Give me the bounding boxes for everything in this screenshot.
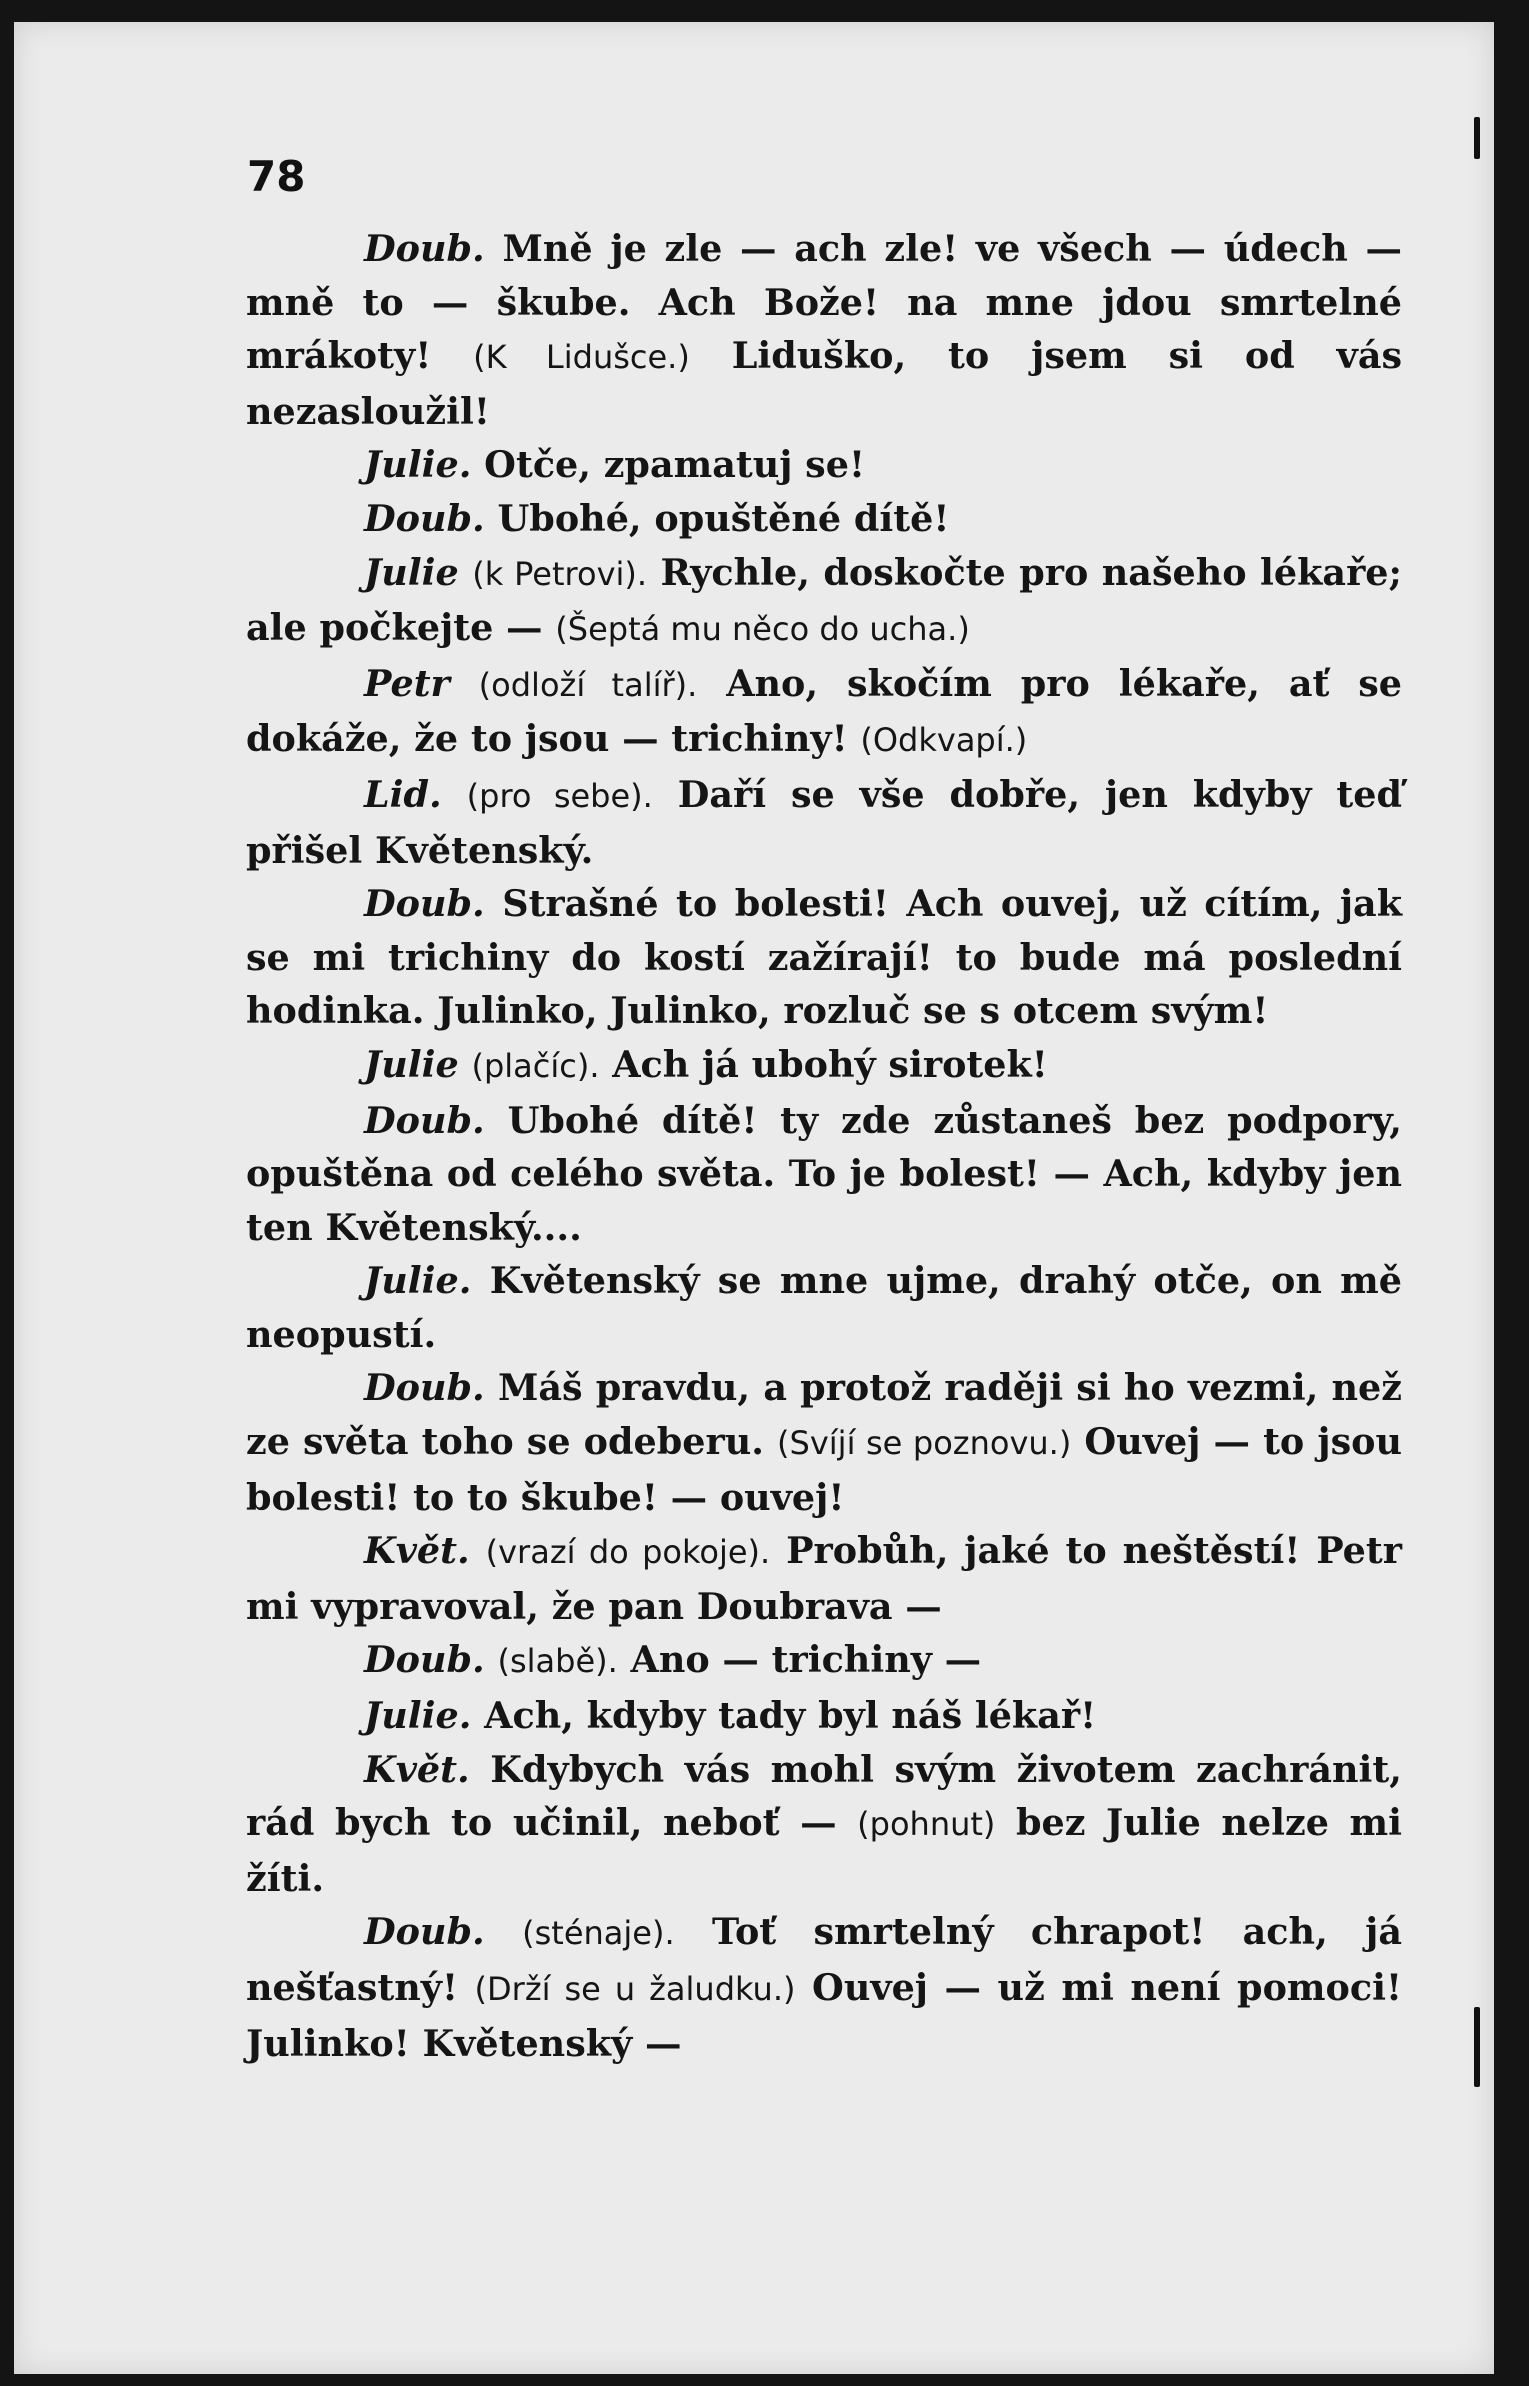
speech-text: Rychle, doskočte pro našeho lékaře; ale počkejte — [246, 550, 1403, 650]
speech-text: Ach já ubohý sirotek! [599, 1042, 1048, 1086]
speech-text [450, 662, 479, 705]
book-page [14, 22, 1494, 2374]
stage-direction: (Svíjí se poznovu.) [777, 1424, 1072, 1463]
speech-text: Ouvej — to jsou bolesti! to to škube! — ouvej! [246, 1420, 1402, 1519]
speech-text: bez Julie nelze mi žíti. [246, 1801, 1403, 1900]
stage-direction: (plačíc). [471, 1046, 600, 1085]
speech-text: Ano — trichiny — [617, 1638, 982, 1682]
dialogue-paragraph [246, 657, 1402, 768]
speaker-name: Doub. [364, 1366, 485, 1410]
speech-text: Otče, zpamatuj se! [471, 443, 865, 487]
stage-direction: (pro sebe). [466, 776, 653, 815]
speech-text: Květenský se mne ujme, drahý otče, on mě neopustí. [246, 1259, 1402, 1356]
dialogue-paragraph [246, 1361, 1402, 1524]
dialogue-paragraph [246, 1094, 1402, 1255]
stage-direction: (vrazí do pokoje). [485, 1533, 771, 1572]
speech-text: Ubohé, opuštěné dítě! [484, 496, 950, 540]
speaker-name: Doub. [364, 1910, 485, 1954]
speaker-name: Julie [364, 1042, 459, 1086]
page-number: 78 [247, 152, 306, 201]
speaker-name: Květ. [364, 1529, 470, 1573]
edge-mark [1474, 117, 1480, 159]
speaker-name: Doub. [364, 496, 485, 540]
speaker-name: Doub. [364, 1638, 485, 1682]
speaker-name: Julie [364, 550, 459, 594]
dialogue-paragraph [246, 1254, 1402, 1361]
dialogue-paragraph [246, 492, 1402, 546]
speech-text: Ano, skočím pro lékaře, ať se dokáže, že to jsou — trichiny! [246, 661, 1402, 761]
speaker-name: Julie. [364, 1694, 472, 1738]
speaker-name: Julie. [364, 1259, 472, 1303]
dialogue-paragraph [246, 1524, 1402, 1633]
stage-direction: (K Lidušce.) [473, 338, 690, 377]
dialogue-paragraph [246, 438, 1402, 492]
stage-direction: (k Petrovi). [472, 554, 648, 593]
stage-direction: (Šeptá mu něco do ucha.) [555, 610, 970, 649]
speaker-name: Doub. [364, 1098, 485, 1142]
speech-text: Ouvej — už mi není pomoci! Julinko! Květenský — [246, 1966, 1403, 2065]
stage-direction: (sténaje). [522, 1914, 675, 1953]
speaker-name: Julie. [364, 443, 472, 487]
speech-text: Toť smrtelný chrapot! ach, já nešťastný! [246, 1910, 1402, 2009]
speech-text [470, 1529, 486, 1572]
speech-text [459, 551, 472, 594]
speech-text: Daří se vše dobře, jen kdyby teď přišel Květenský. [246, 772, 1403, 872]
dialogue-paragraph [246, 1743, 1402, 1906]
speech-text: Máš pravdu, a protož raději si ho vezmi, než ze světa toho se odeberu. [246, 1366, 1402, 1464]
speaker-name: Doub. [364, 227, 485, 270]
dialogue-paragraph [246, 1633, 1402, 1689]
speech-text: Ubohé dítě! ty zde zůstaneš bez podpory, opuštěna od celého světa. To je bolest! — Ach, kdyby jen ten Květenský.... [246, 1098, 1402, 1249]
speech-text: Ach, kdyby tady byl náš lékař! [471, 1694, 1097, 1738]
edge-mark [1474, 2007, 1480, 2087]
speech-text: Probůh, jaké to neštěstí! Petr mi vypravoval, že pan Doubrava — [246, 1529, 1402, 1628]
dialogue-paragraph [246, 546, 1402, 657]
stage-direction: (Odkvapí.) [860, 721, 1028, 760]
speech-text: Strašné to bolesti! Ach ouvej, už cítím, jak se mi trichiny do kostí zažírají! to bude má poslední hodinka. Julinko, Julinko, rozluč se s otcem svým! [246, 882, 1402, 1033]
dialogue-paragraph [246, 1689, 1402, 1743]
dialogue-paragraph [246, 1038, 1402, 1094]
stage-direction: (pohnut) [857, 1805, 996, 1844]
speech-text [459, 1043, 472, 1086]
speaker-name: Petr [364, 661, 450, 705]
dialogue-paragraph [246, 1905, 1402, 2070]
page-text [246, 222, 1402, 2070]
stage-direction: (slabě). [497, 1642, 618, 1681]
speech-text [442, 773, 467, 816]
speech-text: Mně je zle — ach zle! ve všech — údech — mně to — škube. Ach Bože! na mne jdou smrtelné mrákoty! [246, 227, 1402, 378]
speaker-name: Lid. [364, 772, 442, 816]
speech-text [485, 1638, 498, 1681]
speech-text: Kdybych vás mohl svým životem zachránit, rád bych to učinil, neboť — [246, 1747, 1402, 1845]
stage-direction: (Drží se u žaludku.) [474, 1970, 796, 2008]
speech-text: Liduško, to jsem si od vás nezasloužil! [246, 334, 1403, 433]
speech-text [485, 1910, 522, 1953]
dialogue-paragraph [246, 877, 1402, 1038]
speaker-name: Květ. [364, 1747, 470, 1791]
dialogue-paragraph [246, 768, 1402, 877]
speaker-name: Doub. [364, 882, 485, 926]
stage-direction: (odloží talíř). [478, 665, 698, 704]
dialogue-paragraph [246, 222, 1402, 438]
